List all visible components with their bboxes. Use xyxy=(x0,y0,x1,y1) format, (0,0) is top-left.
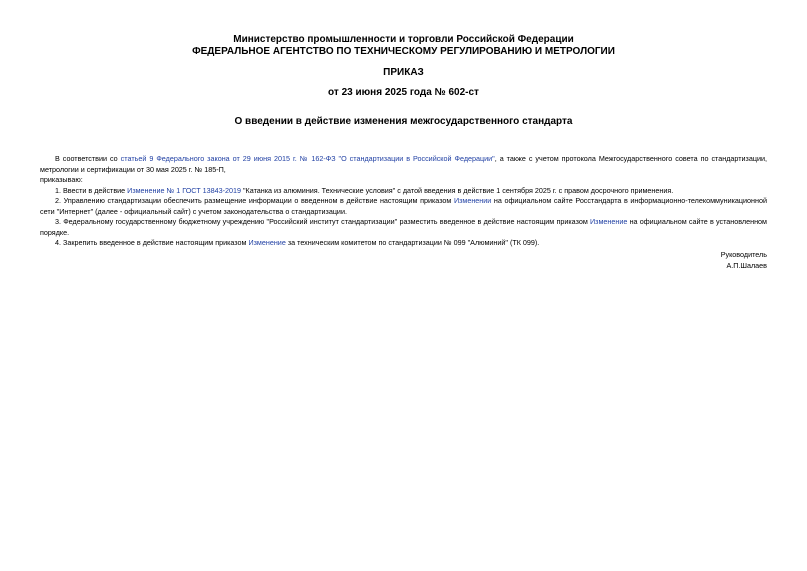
preamble-text-2: , а также с учетом протокола Межгосударственного совета по стандартизации, метрологии и сертификации от 30 мая 2025 г. № 185-П, xyxy=(40,154,767,174)
item-1-text-1: 1. Ввести в действие xyxy=(55,185,128,195)
item-2-text-1: 2. Управлению стандартизации обеспечить размещение информации о введенном в действие настоящим приказом xyxy=(55,196,454,205)
preamble-paragraph xyxy=(40,154,767,175)
change-link-item-2[interactable]: Изменении xyxy=(453,196,492,205)
document-title: О введении в действие изменения межгосударственного стандарта xyxy=(234,116,573,127)
federal-law-link[interactable]: статьей 9 Федерального закона от 29 июня 2015 г. № 162-ФЗ "О стандартизации в Российской Федерации" xyxy=(120,154,495,163)
signatory-name: А.П.Шалаев xyxy=(726,260,767,270)
item-1-text-2: "Катанка из алюминия. Технические условия" с датой введения в действие 1 сентября 2025 г. с правом досрочного применения. xyxy=(241,185,674,195)
item-4-text-1: 4. Закрепить введенное в действие настоящим приказом xyxy=(55,238,249,247)
signature-block xyxy=(721,250,767,271)
item-2-text-2: на официальном сайте Росстандарта в информационно-телекоммуникационной сети "Интернет" (далее - официальный сайт) с учетом законодательства о стандартизации. xyxy=(40,196,767,216)
item-2 xyxy=(40,196,767,217)
item-1 xyxy=(40,186,767,197)
item-4-text-2: за техническим комитетом по стандартизации № 099 "Алюминий" (ТК 099). xyxy=(285,238,540,247)
change-link-item-4[interactable]: Изменение xyxy=(248,238,286,247)
gost-change-link[interactable]: Изменение № 1 ГОСТ 13843-2019 xyxy=(127,185,241,195)
preamble-text-1: В соответствии со xyxy=(55,154,121,163)
item-4 xyxy=(40,238,767,249)
item-3 xyxy=(40,217,767,238)
document-date-number: от 23 июня 2025 года № 602-ст xyxy=(328,87,479,98)
change-link-item-3[interactable]: Изменение xyxy=(589,217,628,226)
ministry-heading: Министерство промышленности и торговли Российской Федерации xyxy=(233,34,574,45)
signatory-position: Руководитель xyxy=(720,250,767,259)
item-3-text-1: 3. Федеральному государственному бюджетному учреждению "Российский институт стандартизации" разместить введенное в действие настоящим приказом xyxy=(55,217,590,226)
document-type: ПРИКАЗ xyxy=(383,67,424,78)
item-3-text-2: на официальном сайте в установленном порядке. xyxy=(40,217,767,237)
agency-heading: ФЕДЕРАЛЬНОЕ АГЕНТСТВО ПО ТЕХНИЧЕСКОМУ РЕГУЛИРОВАНИЮ И МЕТРОЛОГИИ xyxy=(192,46,615,57)
document-body xyxy=(40,154,767,249)
orders-line: приказываю: xyxy=(40,175,83,184)
